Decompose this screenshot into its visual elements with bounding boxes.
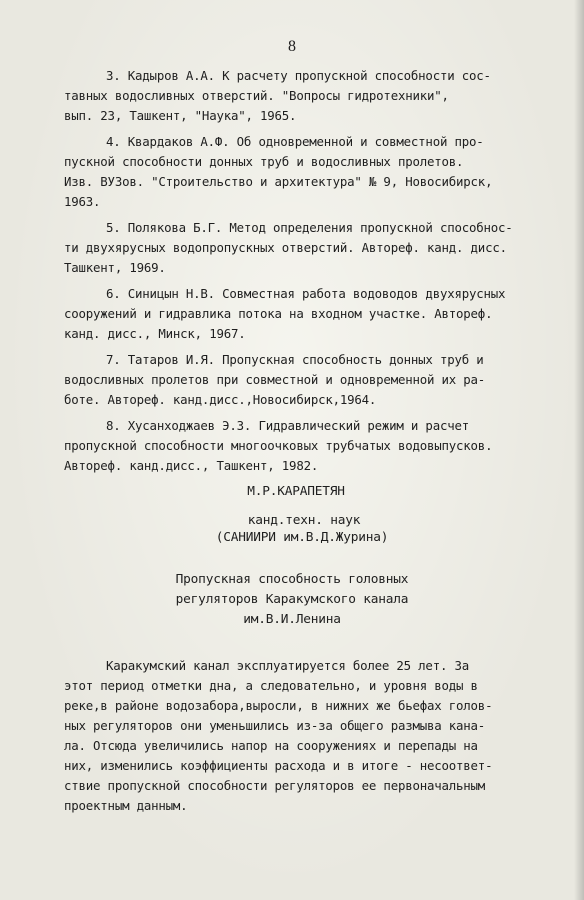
page-edge-shadow — [574, 0, 584, 900]
reference-item — [64, 66, 564, 126]
reference-list — [64, 66, 564, 482]
reference-line: вып. 23, Ташкент, "Наука", 1965. — [64, 108, 297, 123]
body-line: ствие пропускной способности регуляторов ее первоначальным — [64, 778, 486, 793]
reference-line: 1963. — [64, 194, 101, 209]
reference-line: 4. Квардаков А.Ф. Об одновременной и совместной про- — [106, 134, 484, 149]
reference-item — [64, 132, 564, 212]
author-block — [0, 484, 584, 545]
reference-line: водосливных пролетов при совместной и одновременной их ра- — [64, 372, 486, 387]
reference-line: сооружений и гидравлика потока на входном участке. Автореф. — [64, 306, 493, 321]
reference-line: ти двухярусных водопропускных отверстий. Автореф. канд. дисс. — [64, 240, 507, 255]
reference-line: 8. Хусанходжаев Э.З. Гидравлический режим и расчет — [106, 418, 469, 433]
reference-line: Ташкент, 1969. — [64, 260, 166, 275]
author-institute: (САНИИРИ им.В.Д.Журина) — [215, 530, 389, 545]
author-degree: канд.техн. наук — [247, 513, 361, 528]
title-line: им.В.И.Ленина — [243, 612, 341, 627]
page-number: 8 — [288, 38, 296, 55]
reference-line: Автореф. канд.дисс., Ташкент, 1982. — [64, 458, 319, 473]
body-line: этот период отметки дна, а следовательно, и уровня воды в — [64, 678, 478, 693]
body-line: ла. Отсюда увеличились напор на сооружениях и перепады на — [64, 738, 478, 753]
reference-line: 7. Татаров И.Я. Пропускная способность донных труб и — [106, 352, 484, 367]
reference-line: Изв. ВУЗов. "Строительство и архитектура" № 9, Новосибирск, — [64, 174, 493, 189]
reference-item — [64, 218, 564, 278]
body-line: Каракумский канал эксплуатируется более 25 лет. За — [106, 658, 469, 673]
author-name: М.Р.КАРАПЕТЯН — [247, 484, 345, 499]
reference-line: 5. Полякова Б.Г. Метод определения пропускной способнос- — [106, 220, 513, 235]
reference-line: пускной способности донных труб и водосливных пролетов. — [64, 154, 464, 169]
body-line: проектным данным. — [64, 798, 188, 813]
reference-line: тавных водосливных отверстий. "Вопросы гидротехники", — [64, 88, 449, 103]
title-line: регуляторов Каракумского канала — [175, 592, 409, 607]
reference-item — [64, 416, 564, 476]
reference-line: пропускной способности многоочковых трубчатых водовыпусков. — [64, 438, 493, 453]
reference-line: 3. Кадыров А.А. К расчету пропускной способности сос- — [106, 68, 491, 83]
reference-item — [64, 350, 564, 410]
article-title — [0, 570, 584, 630]
body-line: ных регуляторов они уменьшились из-за общего размыва кана- — [64, 718, 486, 733]
reference-line: канд. дисс., Минск, 1967. — [64, 326, 246, 341]
body-line: них, изменились коэффициенты расхода и в итоге - несоответ- — [64, 758, 493, 773]
reference-line: 6. Синицын Н.В. Совместная работа водоводов двухярусных — [106, 286, 506, 301]
reference-item — [64, 284, 564, 344]
title-line: Пропускная способность головных — [175, 572, 409, 587]
article-body — [64, 656, 564, 816]
reference-line: боте. Автореф. канд.дисс.,Новосибирск,1964. — [64, 392, 377, 407]
body-line: реке,в районе водозабора,выросли, в нижних же бьефах голов- — [64, 698, 493, 713]
